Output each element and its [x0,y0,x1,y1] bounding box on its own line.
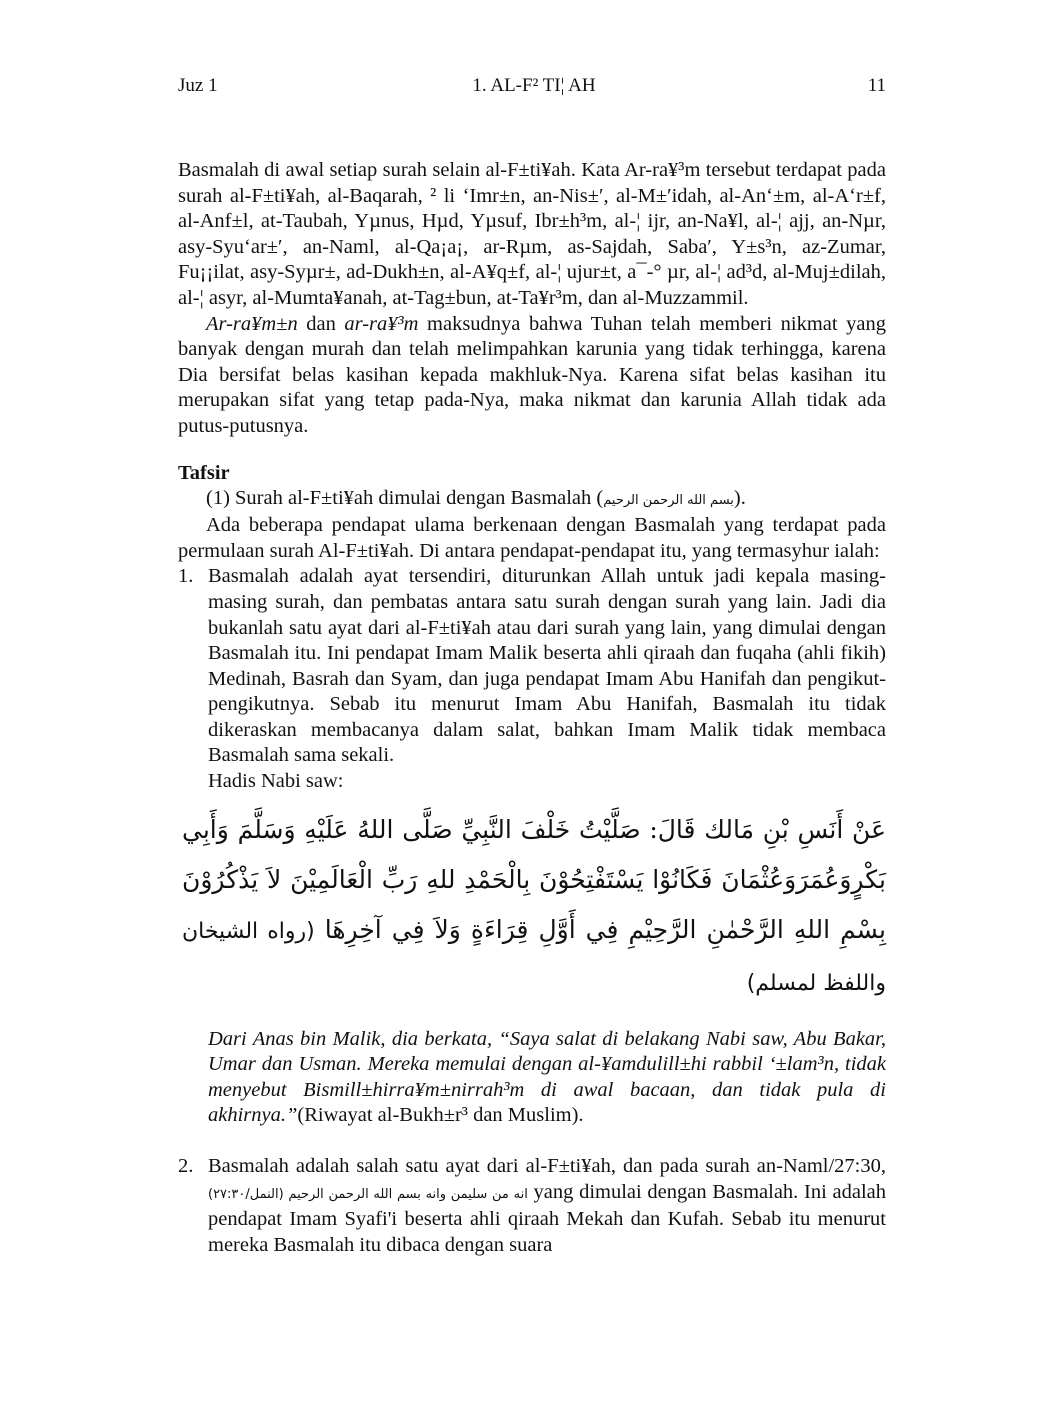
chapter-title: 1. AL-F² TI¦ AH [472,75,596,96]
conjunction: dan [297,312,345,335]
juz-label: Juz 1 [178,75,218,96]
basmalah-arabic: بسم الله الرحمن الرحيم [603,492,734,508]
hadith-arabic-text: عَنْ أَنَسِ بْنِ مَالك قَالَ: صَلَّيْتُ خَلْفَ النَّبِيِّ صَلَّى اللهُ عَلَيْهِ وَسَلَّمَ وَأَبِي بَكْرٍوَعُمَرَوَعُثْمَانَ فَكَانُوْا يَسْتَفْتِحُوْنَ بِالْحَمْدِ للهِ رَبِّ الْعَالَمِيْنَ لاَ يَذْكُرُوْنَ بِسْمِ اللهِ الرَّحْمٰنِ الرَّحِيْمِ فِي أَوَّلِ قِرَاءَةٍ وَلاَ فِي آخِرِهَا [182,814,886,944]
opinion-2-text-before: Basmalah adalah salah satu ayat dari al-F±ti¥ah, dan pada surah an-Naml/27:30, [208,1155,886,1178]
hadith-translation [178,1027,886,1129]
spacer [178,1129,886,1154]
an-naml-arabic: انه من سليمن وانه بسم الله الرحمن الرحيم (النمل/٢٧:٣٠) [208,1186,528,1202]
hadith-arabic-block [178,805,886,1009]
opinion-1-text: Basmalah adalah ayat tersendiri, diturunkan Allah untuk jadi kepala masing-masing surah, dan pembatas antara satu surah dengan surah yang lain. Jadi dia bukanlah satu ayat dari al-F±ti¥ah atau dari surah yang lain, yang dimulai dengan Basmalah itu. Ini pendapat Imam Malik beserta ahli qiraah dan fuqaha (ahli fikih) Medinah, Basrah dan Syam, dan juga pendapat Imam Abu Hanifah dan pengikut-pengikutnya. Sebab itu menurut Imam Abu Hanifah, Basmalah itu tidak dikeraskan membacanya dalam salat, bahkan Imam Malik tidak membaca Basmalah sama sekali. [208,565,886,767]
meaning-text: maksudnya bahwa Tuhan telah memberi nikmat yang banyak dengan murah dan telah melimpahkan karunia yang tidak terhingga, karena Dia bersifat belas kasihan kepada makhluk-Nya. Karena sifat belas kasihan itu merupakan sifat yang tetap pada-Nya, maka nikmat dan karunia Allah tidak ada putus-putusnya. [178,312,886,437]
translation-reference: (Riwayat al-Bukh±r³ dan Muslim). [297,1104,584,1127]
translation-text: Dari Anas bin Malik, dia berkata, “Saya salat di belakang Nabi saw, Abu Bakar, Umar dan Usman. Mereka memulai dengan al-¥amdulill±hi rabbil ‘±lam³n, tidak menyebut Bismill±hirra¥m±nirrah³m di awal bacaan, dan tidak pula di akhirnya.” [208,1027,886,1127]
opinion-item-1 [178,564,886,794]
section-heading-tafsir: Tafsir [178,461,230,484]
opinions-intro-paragraph: Ada beberapa pendapat ulama berkenaan dengan Basmalah yang terdapat pada permulaan surah Al-F±ti¥ah. Di antara pendapat-pendapat itu, yang termasyhur ialah: [178,514,886,562]
intro-continuation-paragraph: Basmalah di awal setiap surah selain al-F±ti¥ah. Kata Ar-ra¥³m tersebut terdapat pada surah al-F±ti¥ah, al-Baqarah, ² li ‘Imr±n, an-Nis±′, al-M±′idah, al-An‘±m, al-A‘r±f, al-Anf±l, at-Taubah, Yµnus, Hµd, Yµsuf, Ibr±h³m, al-¦ ijr, an-Na¥l, al-¦ ajj, an-Nµr, asy-Syu‘ar±′, an-Naml, al-Qa¡a¡, ar-Rµm, as-Sajdah, Saba′, Y±s³n, az-Zumar, Fu¡¡ilat, asy-Syµr±, ad-Dukh±n, al-A¥q±f, al-¦ ujur±t, a¯-° µr, al-¦ ad³d, al-Muj±dilah, al-¦ asyr, al-Mumta¥anah, at-Tag±bun, at-Ta¥r³m, dan al-Muzzammil. [178,159,886,309]
point-1-close: ). [733,486,746,509]
point-1-text: (1) Surah al-F±ti¥ah dimulai dengan Basmalah ( [206,486,604,509]
opinion-2-text-after: yang dimulai dengan Basmalah. Ini adalah pendapat Imam Syafi'i beserta ahli qiraah Mekah dan Kufah. Sebab itu menurut mereka Basmalah itu dibaca dengan suara [208,1180,887,1256]
hadith-source-arabic: (رواه الشيخان واللفظ لمسلم) [182,918,886,996]
point-1-paragraph [178,486,886,514]
spacer [178,440,886,460]
opinion-item-2 [178,1154,886,1258]
term-arrahim: ar-ra¥³m [344,312,419,335]
list-number: 1. [178,565,194,588]
meaning-paragraph [178,312,886,440]
running-header [178,74,886,98]
page-body [178,158,886,1258]
list-number: 2. [178,1155,194,1178]
hadith-label: Hadis Nabi saw: [208,770,344,793]
opinion-2-text [208,1154,886,1258]
term-arrahman: Ar-ra¥m±n [206,312,298,335]
page-number: 11 [867,75,886,96]
